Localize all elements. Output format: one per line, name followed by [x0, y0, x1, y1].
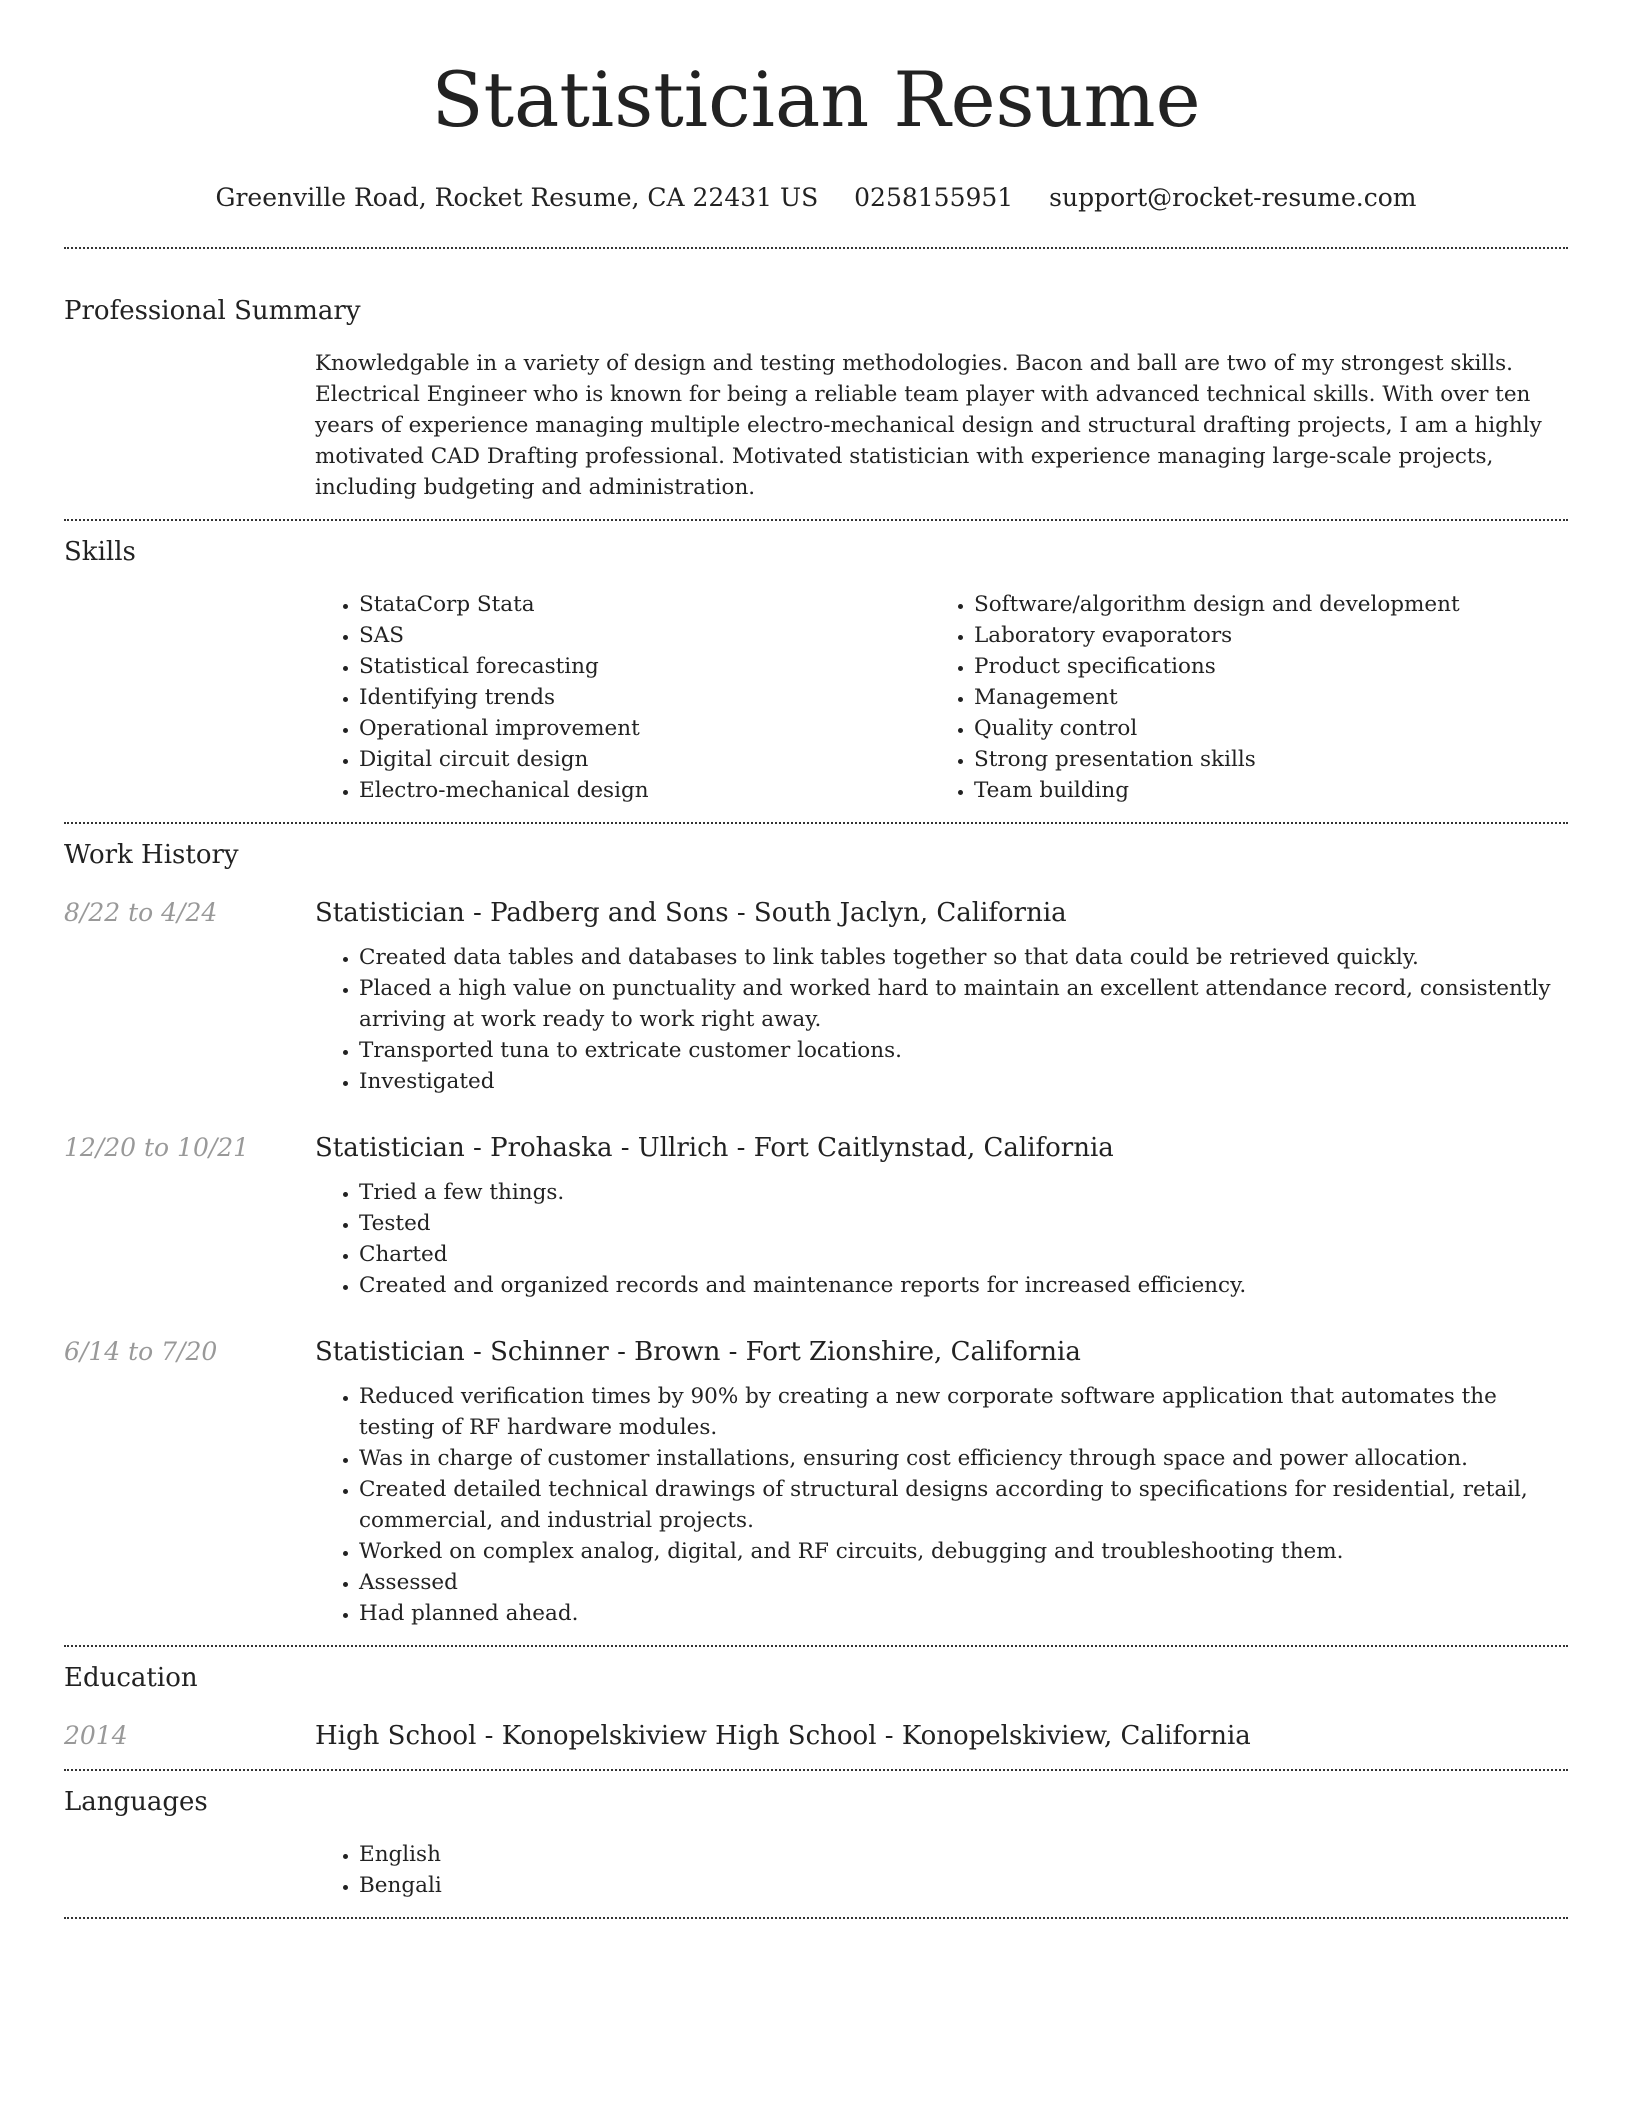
list-item: • SAS [359, 620, 930, 651]
list-item: • Reduced verification times by 90% by creating a new corporate software application that automates the testing of RF hardware modules. [359, 1381, 1568, 1443]
list-item: • Worked on complex analog, digital, and RF circuits, debugging and troubleshooting them. [359, 1536, 1568, 1567]
summary-text: Knowledgable in a variety of design and testing methodologies. Bacon and ball are two of my strongest skills. Electrical Engineer who is known for being a reliable team player with advanced technical skills. With over ten years of experience managing multiple electro-mechanical design and structural drafting projects, I am a highly motivated CAD Drafting professional. Motivated statistician with experience managing large-scale projects, including budgeting and administration. [315, 351, 1542, 500]
list-item: • Created detailed technical drawings of structural designs according to specifications for residential, retail, commercial, and industrial projects. [359, 1474, 1568, 1536]
list-item: • Created and organized records and maintenance reports for increased efficiency. [359, 1270, 1568, 1301]
list-item: • Laboratory evaporators [974, 620, 1545, 651]
list-item: • Placed a high value on punctuality and worked hard to maintain an excellent attendance record, consistently arriving at work ready to work right away. [359, 973, 1568, 1035]
job-title: Statistician - Schinner - Brown - Fort Zionshire, California [315, 1337, 1081, 1367]
contact-email: support@rocket-resume.com [1049, 183, 1417, 212]
job-date: 6/14 to 7/20 [64, 1337, 218, 1366]
summary-section [64, 294, 1568, 503]
list-item: • Assessed [359, 1567, 1568, 1598]
list-item: • Bengali [359, 1870, 1568, 1901]
list-item: • Had planned ahead. [359, 1598, 1568, 1629]
education-date: 2014 [64, 1721, 128, 1750]
list-item: • Investigated [359, 1066, 1568, 1097]
skills-section [64, 535, 1568, 806]
skills-heading: Skills [64, 537, 136, 567]
list-item: • Software/algorithm design and development [974, 589, 1545, 620]
job-date: 8/22 to 4/24 [64, 898, 218, 927]
divider [64, 519, 1568, 521]
skills-right-column [930, 589, 1545, 806]
languages-heading: Languages [64, 1787, 208, 1817]
job-bullets [315, 942, 1568, 1097]
education-section [64, 1661, 1568, 1753]
job-bullets [315, 1381, 1568, 1629]
work-section [64, 838, 1568, 1629]
education-entry [64, 1719, 1568, 1753]
list-item: • Statistical forecasting [359, 651, 930, 682]
languages-content [315, 1839, 1568, 1901]
list-item: • Charted [359, 1239, 1568, 1270]
list-item: • Product specifications [974, 651, 1545, 682]
job-title: Statistician - Prohaska - Ullrich - Fort Caitlynstad, California [315, 1133, 1114, 1163]
divider [64, 1917, 1568, 1919]
list-item: • Team building [974, 775, 1545, 806]
list-item: • Management [974, 682, 1545, 713]
contact-address: Greenville Road, Rocket Resume, CA 22431 US [215, 183, 819, 212]
languages-section [64, 1785, 1568, 1901]
summary-heading: Professional Summary [64, 296, 361, 326]
list-item: • Quality control [974, 713, 1545, 744]
list-item: • Strong presentation skills [974, 744, 1545, 775]
divider [64, 822, 1568, 824]
resume-page [64, 0, 1568, 1919]
list-item: • Created data tables and databases to link tables together so that data could be retrieved quickly. [359, 942, 1568, 973]
list-item: • Tried a few things. [359, 1177, 1568, 1208]
job-date: 12/20 to 10/21 [64, 1133, 250, 1162]
divider [64, 247, 1568, 249]
education-details [315, 1719, 1568, 1753]
job-entry [64, 1335, 1568, 1629]
list-item: • Operational improvement [359, 713, 930, 744]
contact-line [64, 182, 1568, 214]
job-bullets [315, 1177, 1568, 1301]
education-title: High School - Konopelskiview High School - Konopelskiview, California [315, 1721, 1251, 1751]
job-details [315, 1335, 1568, 1629]
list-item: • Digital circuit design [359, 744, 930, 775]
list-item: • Transported tuna to extricate customer locations. [359, 1035, 1568, 1066]
job-title: Statistician - Padberg and Sons - South Jaclyn, California [315, 898, 1067, 928]
job-entry [64, 1131, 1568, 1301]
list-item: • Tested [359, 1208, 1568, 1239]
skills-right-list [930, 589, 1545, 806]
work-heading: Work History [64, 840, 239, 870]
list-item: • Was in charge of customer installations, ensuring cost efficiency through space and power allocation. [359, 1443, 1568, 1474]
skills-left-list [315, 589, 930, 806]
job-details [315, 896, 1568, 1097]
skills-grid [315, 589, 1568, 806]
job-entry [64, 896, 1568, 1097]
list-item: • StataCorp Stata [359, 589, 930, 620]
divider [64, 1645, 1568, 1647]
languages-list [315, 1839, 1568, 1901]
skills-left-column [315, 589, 930, 806]
list-item: • Electro-mechanical design [359, 775, 930, 806]
education-heading: Education [64, 1663, 198, 1693]
list-item: • Identifying trends [359, 682, 930, 713]
contact-phone: 0258155951 [854, 183, 1014, 212]
resume-title: Statistician Resume [431, 55, 1201, 144]
divider [64, 1769, 1568, 1771]
list-item: • English [359, 1839, 1568, 1870]
job-details [315, 1131, 1568, 1301]
